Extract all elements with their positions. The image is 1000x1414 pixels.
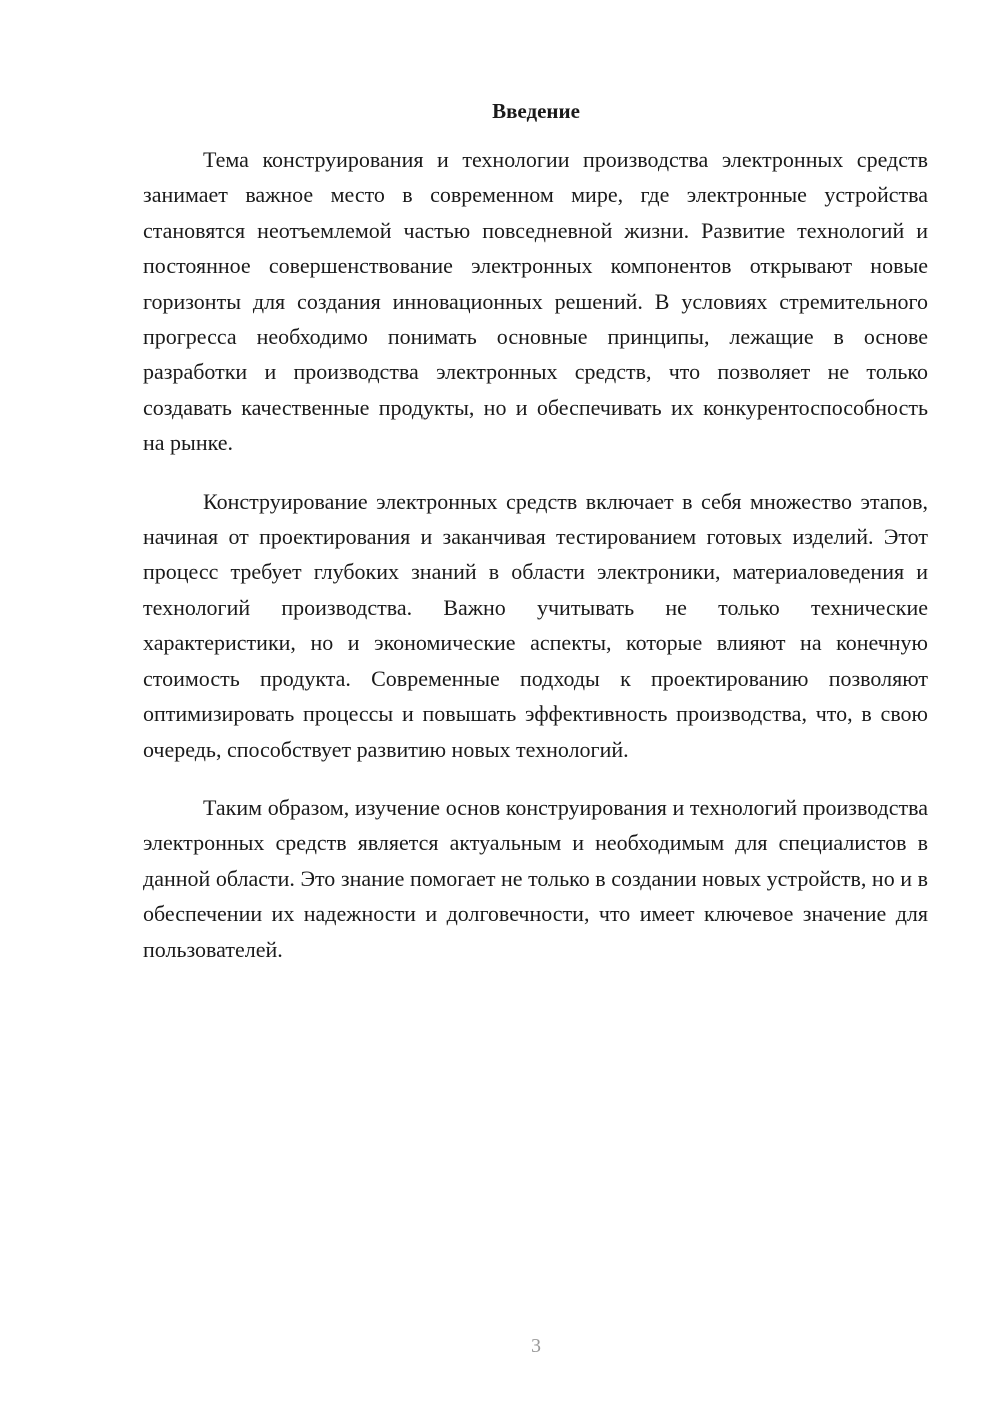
paragraph-1: Тема конструирования и технологии производства электронных средств занимает важное место в современном мире, где электронные устройства становятся неотъемлемой частью повседневной жизни. Развитие технологий и постоянное совершенствование электронных компонентов открывают новые горизонты для создания инновационных решений. В условиях стремительного прогресса необходимо понимать основные принципы, лежащие в основе разработки и производства электронных средств, что позволяет не только создавать качественные продукты, но и обеспечивать их конкурентоспособность на рынке. (143, 147, 928, 456)
page-number: 3 (531, 1335, 541, 1357)
body-text (143, 142, 928, 990)
paragraph-3: Таким образом, изучение основ конструирования и технологий производства электронных средств является актуальным и необходимым для специалистов в данной области. Это знание помогает не только в создании новых устройств, но и в обеспечении их надежности и долговечности, что имеет ключевое значение для пользователей. (143, 794, 928, 962)
paragraph-2: Конструирование электронных средств включает в себя множество этапов, начиная от проектирования и заканчивая тестированием готовых изделий. Этот процесс требует глубоких знаний в области электроники, материаловедения и технологий производства. Важно учитывать не только технические характеристики, но и экономические аспекты, которые влияют на конечную стоимость продукта. Современные подходы к проектированию позволяют оптимизировать процессы и повышать эффективность производства, что, в свою очередь, способствует развитию новых технологий. (143, 488, 928, 762)
page-title: Введение (492, 99, 580, 123)
